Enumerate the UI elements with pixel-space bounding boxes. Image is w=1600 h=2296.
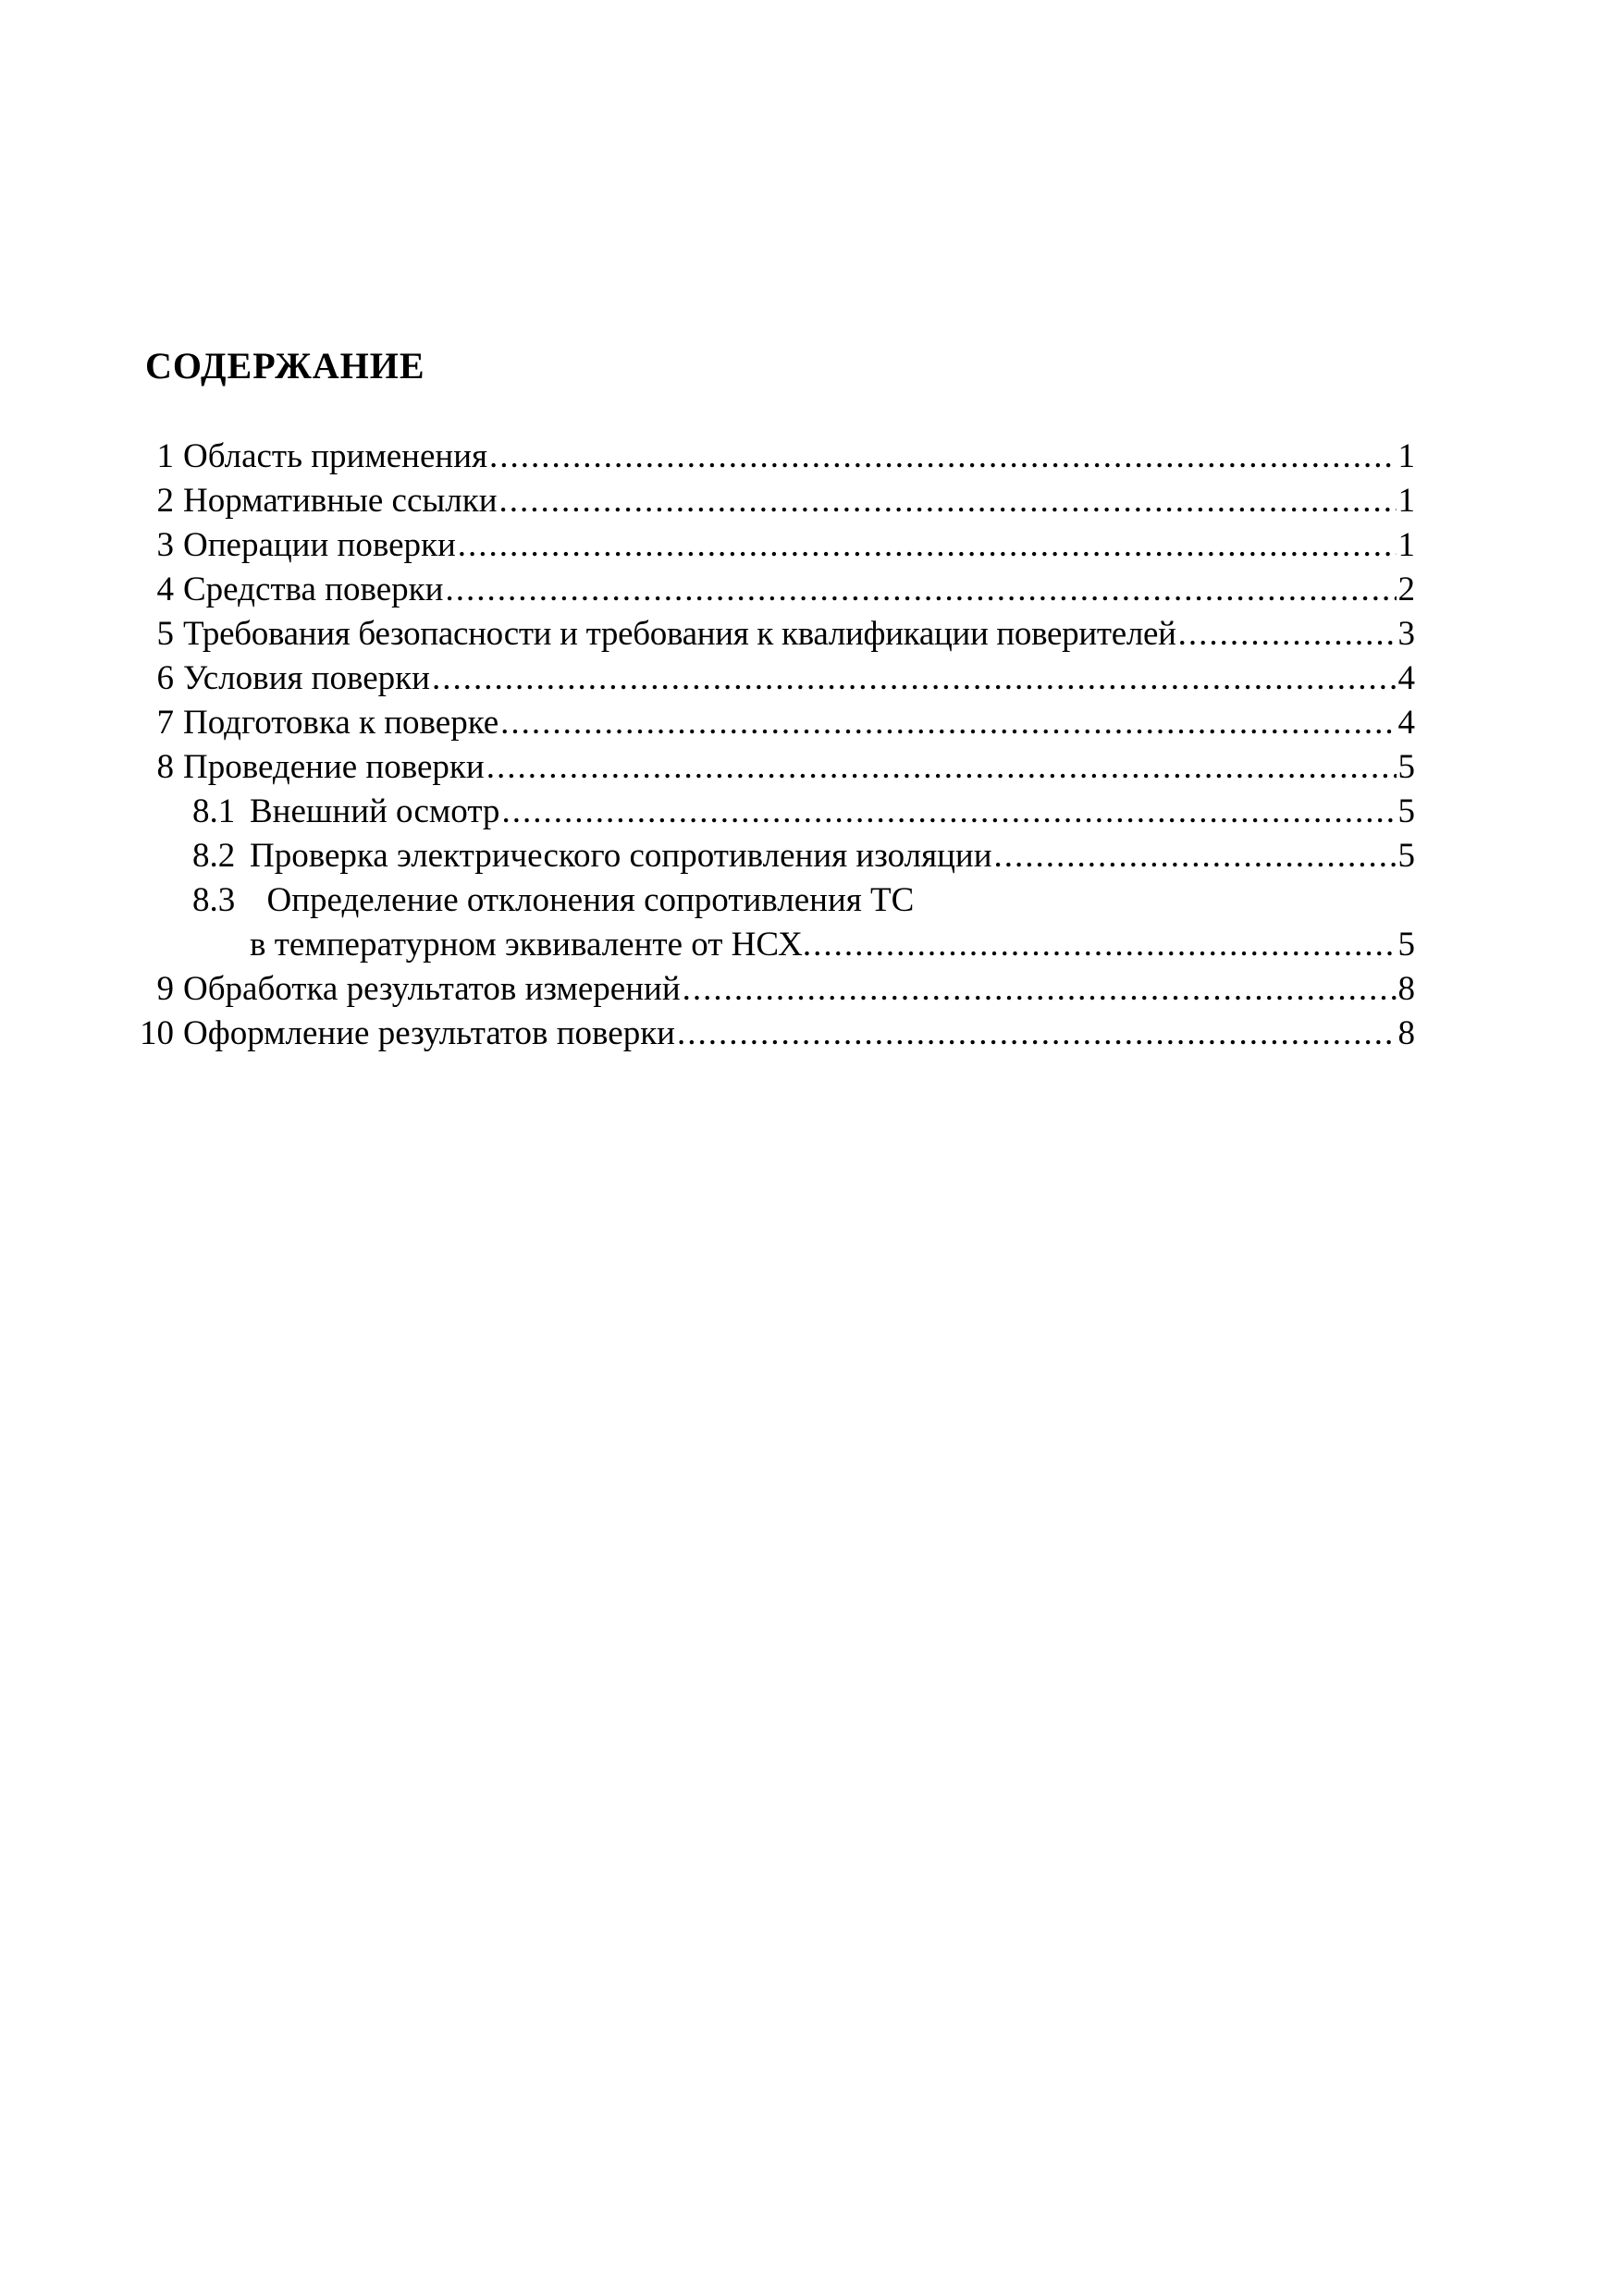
toc-entry-page: 5	[1397, 926, 1415, 964]
toc-entry-title: Условия поверки	[183, 659, 430, 697]
toc-entry-number: 8	[156, 748, 174, 786]
toc-entry-number: 2	[156, 482, 174, 520]
toc-entry-page: 3	[1397, 615, 1415, 653]
toc-entry-title: Требования безопасности и требования к квалификации поверителей	[183, 615, 1176, 653]
toc-entry-title: Операции поверки	[183, 526, 456, 564]
toc-entry-number: 5	[156, 615, 174, 653]
dot-leader	[683, 967, 1397, 1012]
toc-entry-page: 1	[1397, 437, 1415, 475]
toc-entry-number: 1	[156, 437, 174, 475]
toc-entry-page: 5	[1397, 837, 1415, 875]
toc-entry-number: 8.2	[192, 837, 236, 875]
dot-leader	[458, 523, 1397, 568]
toc-entry-page: 2	[1397, 571, 1415, 608]
toc-entry-number: 6	[156, 659, 174, 697]
toc-entry-title: Подготовка к поверке	[183, 704, 499, 742]
toc-entry-title: Нормативные ссылки	[183, 482, 498, 520]
toc-entry	[139, 745, 1415, 790]
toc-entry	[139, 701, 1415, 745]
dot-leader	[432, 657, 1397, 701]
toc-entry-page: 8	[1397, 1014, 1415, 1052]
toc-entry	[139, 967, 1415, 1012]
toc-entry-page: 1	[1397, 526, 1415, 564]
toc-entry-page: 4	[1397, 659, 1415, 697]
toc-entry	[139, 568, 1415, 612]
toc-subentry	[192, 790, 1415, 834]
dot-leader	[813, 923, 1396, 967]
toc-entry	[139, 479, 1415, 523]
dot-leader	[489, 435, 1396, 479]
dot-leader	[677, 1012, 1397, 1056]
toc-entry-title-continuation: в температурном эквиваленте от НСХ.	[250, 926, 812, 964]
toc-entry	[139, 435, 1415, 479]
toc-entry-page: 5	[1397, 792, 1415, 830]
dot-leader	[1178, 612, 1397, 657]
toc-entry-title: Оформление результатов поверки	[183, 1014, 675, 1052]
toc-entry	[139, 657, 1415, 701]
toc-entry-title: Внешний осмотр	[250, 792, 500, 830]
toc-entry-title: Обработка результатов измерений	[183, 970, 681, 1008]
toc-subentry-continuation	[250, 923, 1415, 967]
toc-entry-title: Область применения	[183, 437, 488, 475]
toc-entry-page: 1	[1397, 482, 1415, 520]
dot-leader	[499, 479, 1397, 523]
toc-title: СОДЕРЖАНИЕ	[145, 345, 425, 387]
dot-leader	[500, 701, 1396, 745]
dot-leader	[445, 568, 1396, 612]
toc-entry-number: 8.3	[192, 881, 236, 919]
toc-subentry-first-line	[192, 878, 914, 923]
toc-entry-title: Средства поверки	[183, 571, 444, 608]
toc-entry-title: Проверка электрического сопротивления изоляции	[250, 837, 992, 875]
toc-entry-number: 9	[156, 970, 174, 1008]
dot-leader	[486, 745, 1397, 790]
dot-leader	[501, 790, 1396, 834]
toc-entry-page: 5	[1397, 748, 1415, 786]
toc-entry-page: 4	[1397, 704, 1415, 742]
dot-leader	[994, 834, 1397, 878]
toc-entry-title: Определение отклонения сопротивления ТС	[266, 881, 915, 919]
toc-entry-title: Проведение поверки	[183, 748, 485, 786]
toc-entry-number: 10	[140, 1014, 174, 1052]
toc-subentry	[192, 834, 1415, 878]
toc-entry-number: 4	[156, 571, 174, 608]
toc-entry	[129, 1012, 1415, 1056]
toc-entry-page: 8	[1397, 970, 1415, 1008]
toc-entry-number: 7	[156, 704, 174, 742]
toc-entry	[139, 523, 1415, 568]
toc-entry	[139, 612, 1415, 657]
toc-entry-number: 3	[156, 526, 174, 564]
toc-entry-number: 8.1	[192, 792, 236, 830]
